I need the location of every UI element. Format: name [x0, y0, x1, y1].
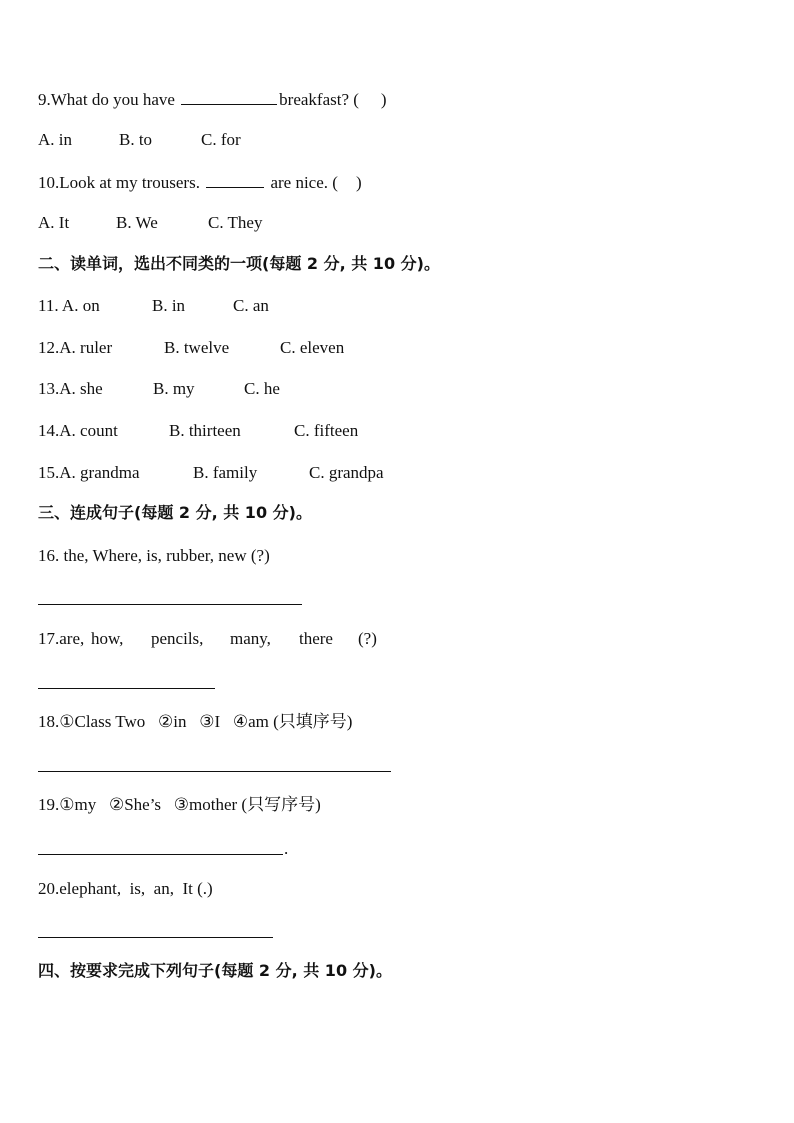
question-10-text: 10.Look at my trousers.	[38, 173, 200, 192]
question-9-close: )	[380, 90, 387, 109]
question-9-options	[38, 130, 241, 150]
question-12-option-a[interactable]: 12.A. ruler	[38, 338, 113, 357]
question-15-option-c[interactable]: C. grandpa	[309, 463, 384, 482]
section-2-heading: 二、读单词，选出不同类的一项(每题 2 分, 共 10 分)。	[38, 254, 440, 273]
question-9-text: 9.What do you have	[38, 90, 175, 109]
question-13-option-b[interactable]: B. my	[153, 379, 195, 398]
question-9-option-b[interactable]: B. to	[119, 130, 153, 149]
question-12-option-b[interactable]: B. twelve	[164, 338, 230, 357]
question-15-option-a[interactable]: 15.A. grandma	[38, 463, 140, 482]
question-19: 19.①my ②She’s ③mother (只写序号)	[38, 795, 321, 814]
question-10-close: )	[355, 173, 362, 192]
question-17	[38, 629, 377, 649]
question-19-period: .	[284, 839, 289, 858]
question-17-word-2: how,	[91, 629, 124, 648]
question-18: 18.①Class Two ②in ③I ④am (只填序号)	[38, 712, 353, 731]
question-17-word-5: there	[299, 629, 333, 648]
question-10	[38, 171, 362, 193]
question-11-option-b[interactable]: B. in	[152, 296, 186, 315]
question-9-blank[interactable]	[181, 88, 277, 105]
question-10-option-b[interactable]: B. We	[116, 213, 158, 232]
question-14-option-c[interactable]: C. fifteen	[294, 421, 359, 440]
question-12-option-c[interactable]: C. eleven	[280, 338, 345, 357]
question-14-option-b[interactable]: B. thirteen	[169, 421, 241, 440]
question-9-option-a[interactable]: A. in	[38, 130, 72, 149]
question-12	[38, 338, 344, 358]
question-10-option-a[interactable]: A. It	[38, 213, 70, 232]
question-16-answer-line[interactable]	[38, 604, 302, 605]
question-16: 16. the, Where, is, rubber, new (?)	[38, 546, 270, 565]
section-3-heading: 三、连成句子(每题 2 分, 共 10 分)。	[38, 503, 312, 522]
question-9	[38, 88, 387, 110]
question-17-word-4: many,	[230, 629, 271, 648]
question-11-option-c[interactable]: C. an	[233, 296, 269, 315]
question-13-option-c[interactable]: C. he	[244, 379, 280, 398]
question-11-option-a[interactable]: 11. A. on	[38, 296, 100, 315]
question-9-option-c[interactable]: C. for	[201, 130, 241, 149]
question-19-answer-line[interactable]	[38, 854, 283, 855]
question-18-answer-line[interactable]	[38, 771, 391, 772]
question-10-blank[interactable]	[206, 171, 264, 188]
question-17-word-1: 17.are,	[38, 629, 85, 648]
question-14	[38, 421, 358, 441]
question-9-after: breakfast? (	[279, 90, 359, 109]
question-17-word-6: (?)	[358, 629, 377, 648]
question-17-answer-line[interactable]	[38, 688, 215, 689]
question-14-option-a[interactable]: 14.A. count	[38, 421, 118, 440]
question-13	[38, 379, 280, 399]
question-13-option-a[interactable]: 13.A. she	[38, 379, 103, 398]
question-10-options	[38, 213, 262, 233]
section-4-heading: 四、按要求完成下列句子(每题 2 分, 共 10 分)。	[38, 961, 392, 980]
question-20: 20.elephant, is, an, It (.)	[38, 879, 213, 898]
question-10-option-c[interactable]: C. They	[208, 213, 263, 232]
question-10-after: are nice. (	[270, 173, 338, 192]
question-20-answer-line[interactable]	[38, 937, 273, 938]
question-15-option-b[interactable]: B. family	[193, 463, 258, 482]
question-17-word-3: pencils,	[151, 629, 204, 648]
question-15	[38, 463, 384, 483]
question-11	[38, 296, 269, 316]
